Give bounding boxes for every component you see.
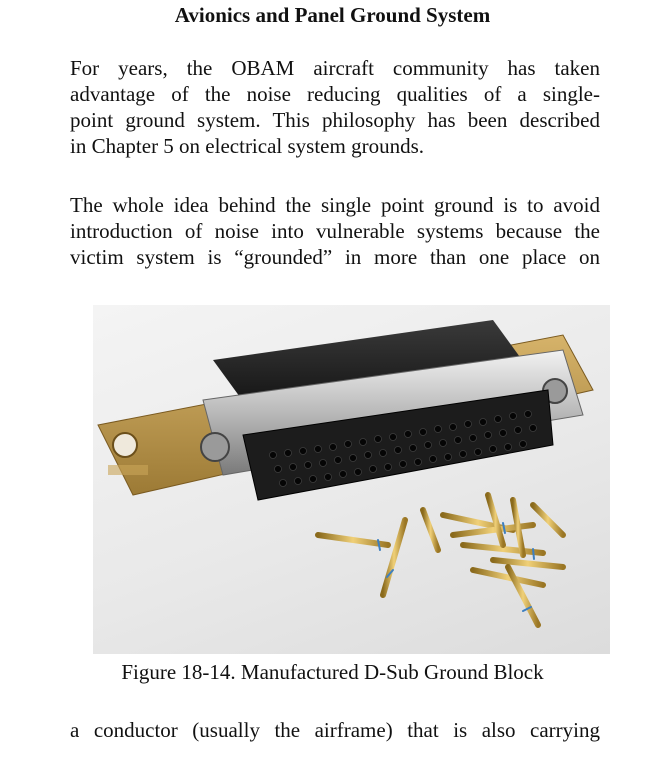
text-line: The whole idea behind the single point ground is to avoid (70, 193, 600, 217)
loose-crimp-pins (318, 495, 563, 625)
paragraph-continuation (70, 717, 600, 743)
text-line: point ground system. This philosophy has been described (70, 108, 600, 132)
section-heading: Avionics and Panel Ground System (174, 3, 491, 27)
figure-caption: Figure 18-14. Manufactured D-Sub Ground Block (121, 660, 544, 684)
text-line: in Chapter 5 on electrical system grounds. (70, 134, 424, 158)
figure-dsub-ground-block-photo (93, 305, 610, 654)
text-line: advantage of the noise reducing qualities of a single- (70, 82, 600, 106)
dsub-ground-block-illustration (93, 305, 610, 654)
text-line: For years, the OBAM aircraft community has taken (70, 56, 600, 80)
paragraph-single-point-ground (70, 192, 600, 270)
mounting-screw-icon (201, 433, 229, 461)
paragraph-intro (70, 55, 600, 159)
text-line: a conductor (usually the airframe) that is also carrying (70, 718, 600, 742)
text-line: victim system is “grounded” in more than one place on (70, 245, 600, 269)
text-line: introduction of noise into vulnerable systems because the (70, 219, 600, 243)
